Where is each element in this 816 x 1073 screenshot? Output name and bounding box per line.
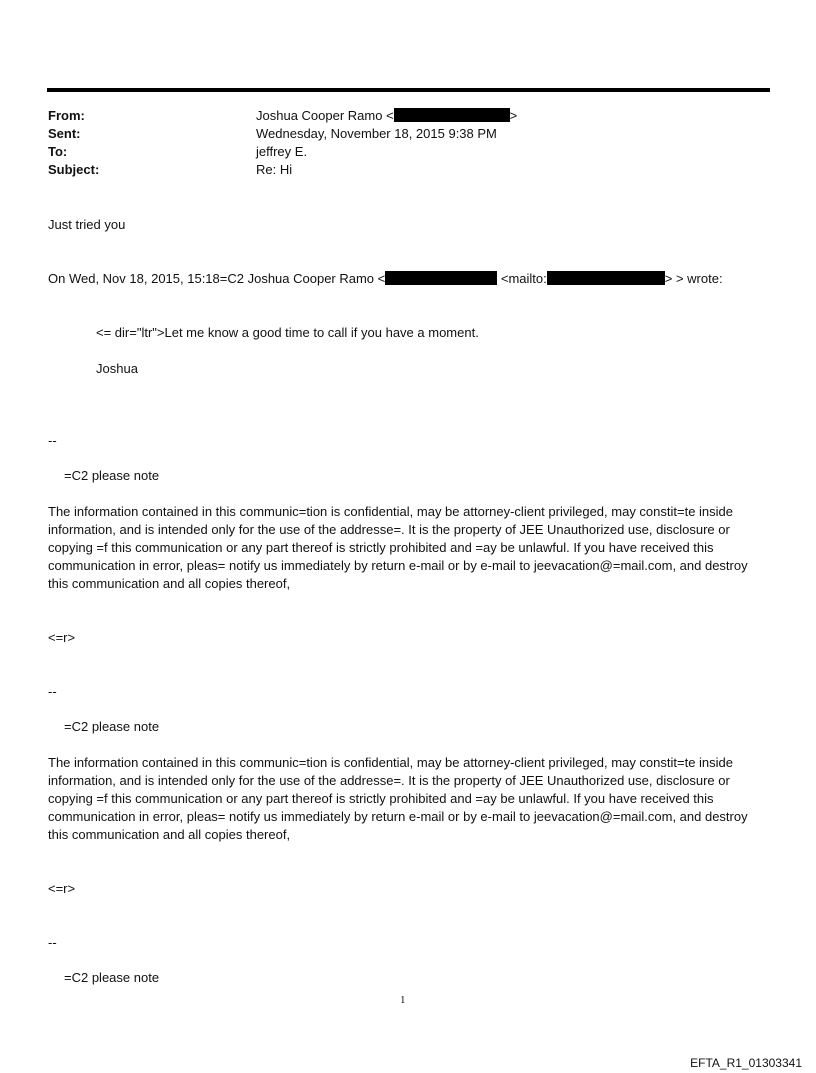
sent-value: Wednesday, November 18, 2015 9:38 PM <box>256 126 497 141</box>
to-value: jeffrey E. <box>256 144 308 159</box>
page-number: 1 <box>400 994 406 1006</box>
quote-intro-text: On Wed, Nov 18, 2015, 15:18=C2 Joshua Cooper Ramo < <box>48 271 386 286</box>
quoted-signature: Joshua <box>96 361 138 376</box>
quote-mailto: <mailto: <box>497 271 547 286</box>
confidentiality-notice: The information contained in this communic=tion is confidential, may be attorney-client privileged, may constit=te inside information, and is intended only for the use of the addresse=. It is the property of JEE Unauthorized use, disclosure or copying =f this communication or any part thereof is strictly prohibited and =ay be unlawful. If you have received this communication in error, pleas= notify us immediately by return e-mail or by e-mail to jeevacation@=mail.com, and destroy this communication and all copies thereof, <box>48 504 748 591</box>
sig-separator: -- <box>48 433 57 448</box>
document-id: EFTA_R1_01303341 <box>690 1056 802 1070</box>
from-label: From: <box>48 108 85 123</box>
sent-label: Sent: <box>48 126 81 141</box>
redaction-box <box>385 271 497 285</box>
body-line-just-tried: Just tried you <box>48 217 126 232</box>
from-close: > <box>509 108 518 123</box>
confidentiality-notice: The information contained in this communic=tion is confidential, may be attorney-client privileged, may constit=te inside information, and is intended only for the use of the addresse=. It is the property of JEE Unauthorized use, disclosure or copying =f this communication or any part thereof is strictly prohibited and =ay be unlawful. If you have received this communication in error, pleas= notify us immediately by return e-mail or by e-mail to jeevacation@=mail.com, and destroy this communication and all copies thereof, <box>48 755 748 842</box>
subject-label: Subject: <box>48 162 100 177</box>
from-name: Joshua Cooper Ramo < <box>256 108 394 123</box>
header-divider <box>47 88 770 92</box>
quoted-message: <= dir="ltr">Let me know a good time to call if you have a moment. <box>96 325 479 340</box>
sig-note: =C2 please note <box>64 970 160 985</box>
quote-intro <box>48 270 723 288</box>
sig-tag: <=r> <box>48 630 76 645</box>
redaction-box <box>394 108 510 122</box>
sig-tag: <=r> <box>48 881 76 896</box>
sig-separator: -- <box>48 684 57 699</box>
sig-separator: -- <box>48 935 57 950</box>
subject-value: Re: Hi <box>256 162 293 177</box>
from-value <box>256 108 517 123</box>
sig-note: =C2 please note <box>64 719 160 734</box>
sig-note: =C2 please note <box>64 468 160 483</box>
to-label: To: <box>48 144 68 159</box>
redaction-box <box>547 271 665 285</box>
quote-wrote: > > wrote: <box>664 271 723 286</box>
